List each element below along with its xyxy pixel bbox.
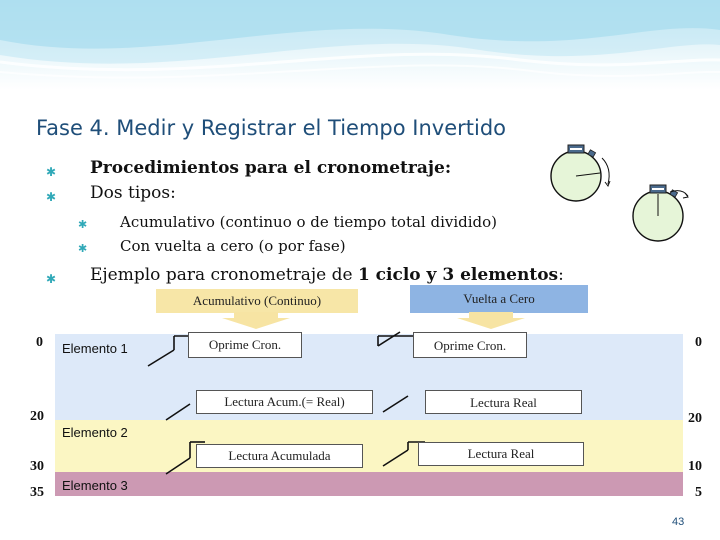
header-acumulativo: Acumulativo (Continuo) xyxy=(156,289,358,313)
left-axis-30: 30 xyxy=(30,459,44,474)
subbullet-icon: ✱ xyxy=(78,242,88,255)
right-axis-5: 5 xyxy=(695,485,702,500)
left-axis-35: 35 xyxy=(30,485,44,500)
right-axis-0: 0 xyxy=(695,335,702,350)
page-number: 43 xyxy=(672,516,685,528)
box-lectura-real-2: Lectura Real xyxy=(418,442,584,466)
box-lectura-acum-real: Lectura Acum.(= Real) xyxy=(196,390,373,414)
left-axis-20: 20 xyxy=(30,409,44,424)
elemento-1-label: Elemento 1 xyxy=(62,341,128,356)
ejemplo-bold: 1 ciclo y 3 elementos xyxy=(357,265,559,285)
right-axis-10: 10 xyxy=(688,459,702,474)
bullet-dos-tipos: Dos tipos: xyxy=(90,183,176,203)
box-lectura-real-1: Lectura Real xyxy=(425,390,582,414)
ejemplo-suffix: : xyxy=(558,265,564,285)
slide-title: Fase 4. Medir y Registrar el Tiempo Invertido xyxy=(36,116,507,140)
subbullet-vuelta-cero: Con vuelta a cero (o por fase) xyxy=(120,237,346,255)
left-axis-0: 0 xyxy=(36,335,43,350)
elemento-2-label: Elemento 2 xyxy=(62,425,128,440)
box-lectura-acumulada: Lectura Acumulada xyxy=(196,444,363,468)
ejemplo-prefix: Ejemplo para cronometraje de xyxy=(90,265,358,285)
header-vuelta-cero: Vuelta a Cero xyxy=(410,285,588,313)
bullet-icon: ✱ xyxy=(46,272,57,286)
elemento-3-label: Elemento 3 xyxy=(62,478,128,493)
box-oprime-cron-left: Oprime Cron. xyxy=(188,332,302,358)
bullet-procedimientos: Procedimientos para el cronometraje: xyxy=(90,158,452,178)
right-axis-20: 20 xyxy=(688,411,702,426)
bullet-icon: ✱ xyxy=(46,165,57,179)
bullet-icon: ✱ xyxy=(46,190,57,204)
box-oprime-cron-right: Oprime Cron. xyxy=(413,332,527,358)
subbullet-icon: ✱ xyxy=(78,218,88,231)
subbullet-acumulativo: Acumulativo (continuo o de tiempo total dividido) xyxy=(120,213,498,231)
